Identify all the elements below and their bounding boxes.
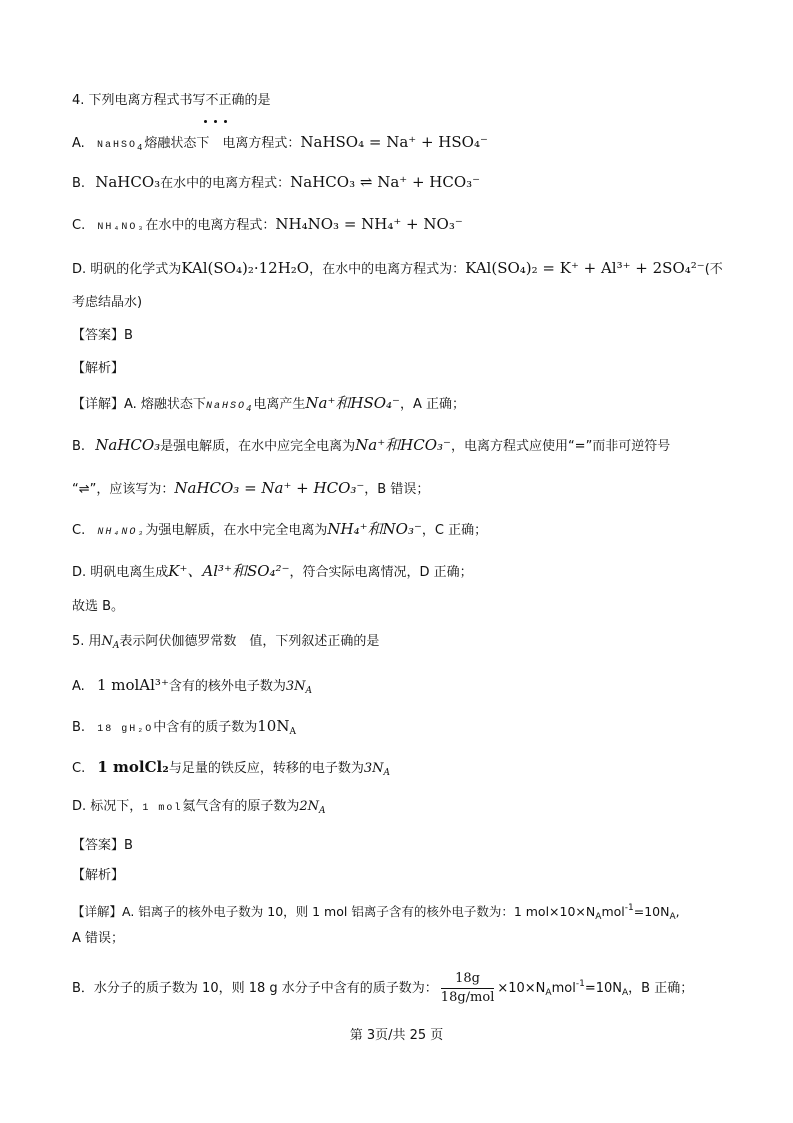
q5-detail-a-cont: A 错误；	[72, 931, 125, 946]
value: $3N_A$	[363, 761, 390, 778]
formula-image: 1 mol	[142, 803, 183, 814]
q4-detail-b	[72, 435, 670, 457]
q4-analysis-label: 【解析】	[72, 361, 125, 376]
detail-text: =10N	[633, 904, 670, 919]
subscript: A	[595, 912, 602, 922]
detail-text: 是强电解质，在水中应完全电离为	[160, 439, 356, 454]
option-text: 与足量的铁反应，转移的电子数为	[168, 761, 364, 776]
superscript: -1	[575, 979, 585, 989]
subscript: A	[545, 988, 552, 998]
option-text: 在水中的电离方程式：	[145, 218, 276, 233]
q5-option-b	[72, 716, 296, 742]
formula-image: NaHSO$_4$	[205, 401, 254, 414]
detail-text: ，B 正确；	[628, 981, 694, 996]
stem-text: 5. 用	[72, 634, 102, 649]
equation: NaHCO₃ ⇌ Na⁺ + HCO₃⁻	[290, 173, 481, 191]
option-text: 明矾的化学式为	[90, 262, 182, 277]
ions: NH₄⁺和NO₃⁻	[327, 520, 422, 538]
q5-option-a	[72, 675, 312, 701]
q4-option-d	[72, 258, 723, 280]
option-text: 含有的核外电子数为	[168, 679, 286, 694]
option-label: D.	[72, 262, 87, 277]
detail-text: “⇌”，应该写为：	[72, 482, 175, 497]
option-label: B.	[72, 176, 86, 191]
ions: K⁺、Al³⁺和SO₄²⁻	[168, 562, 290, 580]
detail-text: 为强电解质，在水中完全电离为	[145, 523, 328, 538]
subscript: A	[621, 988, 629, 998]
formula: 1 molAl³⁺	[96, 676, 169, 694]
detail-text: ，A 正确；	[399, 397, 465, 412]
ions: Na⁺和HCO₃⁻	[355, 436, 451, 454]
q4-option-c	[72, 214, 463, 238]
equation: NaHCO₃ = Na⁺ + HCO₃⁻	[174, 479, 365, 497]
formula-image: 18 gH₂O	[97, 724, 154, 735]
formula-image: NaHSO$_4$	[96, 140, 145, 153]
option-text: 中含有的质子数为	[153, 720, 258, 735]
detail-text: =10N	[584, 981, 622, 996]
fraction-numerator: 18g	[441, 970, 495, 989]
equation: KAl(SO₄)₂ = K⁺ + Al³⁺ + 2SO₄²⁻	[465, 259, 705, 277]
option-text: (不	[704, 262, 723, 277]
option-text: 在水中的电离方程式：	[160, 176, 291, 191]
option-text: 熔融状态下 电离方程式：	[144, 136, 301, 151]
q4-conclusion: 故选 B。	[72, 599, 125, 614]
stem-text: 表示阿伏伽德罗常数 值，下列叙述正确的是	[119, 634, 380, 649]
equation: NaHSO₄ = Na⁺ + HSO₄⁻	[300, 133, 488, 151]
q4-detail-d	[72, 561, 473, 583]
value: $2N_A$	[299, 799, 326, 816]
q4-detail-c	[72, 519, 487, 543]
subscript: A	[669, 912, 676, 922]
formula-image: NH₄NO₃	[97, 527, 146, 538]
option-label: B.	[72, 720, 86, 735]
option-label: C.	[72, 761, 86, 776]
q5-detail-a	[72, 898, 680, 927]
option-label: A.	[72, 136, 85, 151]
emphasis-dots	[204, 112, 234, 116]
option-label: C.	[72, 218, 86, 233]
option-text: 氦气含有的原子数为	[182, 799, 300, 814]
detail-text: C.	[72, 523, 86, 538]
detail-text: mol	[551, 981, 576, 996]
q4-option-b	[72, 172, 480, 194]
q4-option-d-cont: 考虑结晶水)	[72, 295, 143, 310]
na-symbol: $N_A$	[101, 634, 120, 651]
detail-text: D. 明矾电离生成	[72, 565, 169, 580]
detail-text: ，电离方程式应使用“=”而非可逆符号	[450, 439, 671, 454]
q4-stem: 4. 下列电离方程式书写不正确的是	[72, 93, 271, 108]
q5-detail-b	[72, 964, 693, 1013]
detail-text: ，符合实际电离情况，D 正确；	[289, 565, 473, 580]
equation: NH₄NO₃ = NH₄⁺ + NO₃⁻	[275, 215, 463, 233]
formula: 1 molCl₂	[97, 758, 169, 776]
q5-option-d	[72, 797, 326, 821]
fraction-denominator: 18g/mol	[440, 990, 495, 1005]
option-text: ，在水中的电离方程式为：	[309, 262, 466, 277]
q4-detail-b-cont	[72, 478, 429, 500]
option-text: 标况下，	[90, 799, 143, 814]
value: $10N_A$	[257, 717, 296, 737]
detail-text: 电离产生	[253, 397, 306, 412]
ions: Na⁺和HSO₄⁻	[305, 394, 400, 412]
detail-text: B．水分子的质子数为 10，则 18 g 水分子中含有的质子数为：	[72, 981, 438, 996]
q5-option-c	[72, 757, 390, 783]
fraction	[441, 970, 495, 1007]
q5-answer: 【答案】B	[72, 838, 133, 853]
detail-text: mol	[601, 904, 625, 919]
detail-text: ×10×N	[497, 981, 546, 996]
option-label: D.	[72, 799, 87, 814]
superscript: -1	[624, 903, 634, 913]
detail-text: 【详解】A. 熔融状态下	[72, 397, 206, 412]
q4-option-a	[72, 132, 488, 158]
formula-image: NH₄NO₃	[97, 222, 146, 233]
formula: NaHCO₃	[95, 436, 161, 454]
value: $3N_A$	[285, 679, 313, 696]
detail-text: 【详解】A. 铝离子的核外电子数为 10，则 1 mol 铝离子含有的核外电子数为：1 mol×10×N	[72, 904, 596, 919]
q4-detail-a	[72, 393, 465, 419]
q4-answer: 【答案】B	[72, 328, 133, 343]
detail-text: ，C 正确；	[421, 523, 488, 538]
detail-text: B.	[72, 439, 86, 454]
page-footer: 第 3页/共 25 页	[349, 1028, 444, 1043]
formula: KAl(SO₄)₂·12H₂O	[181, 259, 310, 277]
detail-text: ，B 错误；	[364, 482, 430, 497]
option-label: A.	[72, 679, 85, 694]
formula: NaHCO₃	[95, 173, 161, 191]
q5-stem	[72, 632, 379, 656]
detail-text: ,	[675, 904, 680, 919]
q5-analysis-label: 【解析】	[72, 868, 125, 883]
